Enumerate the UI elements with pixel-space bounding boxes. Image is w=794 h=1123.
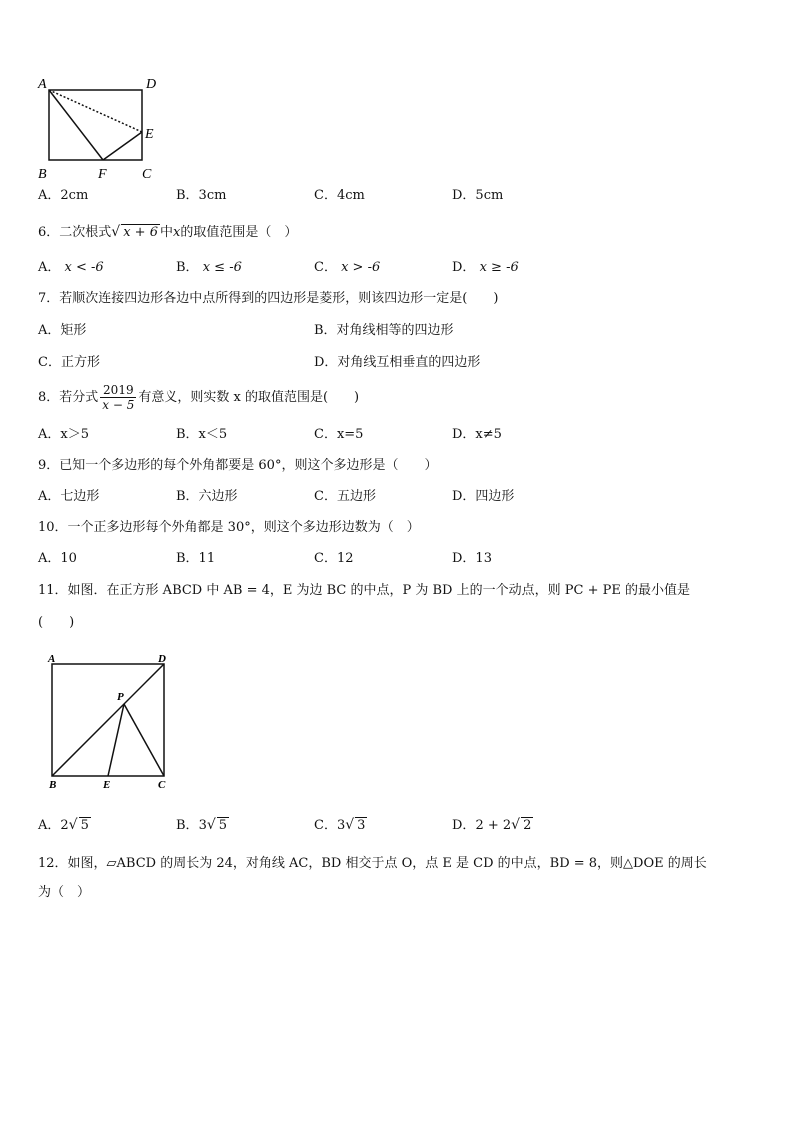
- q5-option-b: B．3cm: [176, 188, 227, 203]
- q11-option-d: D．2 + 2√ 2: [452, 817, 532, 833]
- q8-option-b: B．x＜5: [176, 427, 228, 442]
- q6-radicand: x + 6: [123, 225, 158, 240]
- label-d: D: [158, 653, 166, 665]
- q11-option-a: A．2√ 5: [38, 817, 89, 833]
- q9-option-c: C．五边形: [314, 489, 376, 504]
- segment-af: [49, 90, 103, 160]
- q9-option-a: A．七边形: [38, 489, 100, 504]
- q9-option-b: B．六边形: [176, 489, 238, 504]
- label-d: D: [146, 77, 157, 92]
- q8-fraction: [100, 383, 136, 412]
- q6-middle: 中: [159, 225, 173, 240]
- q10-option-b: B．11: [176, 551, 216, 566]
- q8-numerator: 2019: [100, 383, 136, 398]
- q12-stem-line1: 12．如图，▱ABCD 的周长为 24，对角线 AC，BD 相交于点 O，点 E 是 CD 的中点，BD = 8，则△DOE 的周长: [38, 856, 707, 871]
- label-a: A: [48, 653, 56, 665]
- q5-option-a: A．2cm: [38, 188, 89, 203]
- label-c: C: [158, 779, 166, 791]
- q11-stem-line1: 11．如图．在正方形 ABCD 中 AB = 4，E 为边 BC 的中点，P 为 BD 上的一个动点，则 PC + PE 的最小值是: [38, 583, 690, 598]
- q9-option-d: D．四边形: [452, 489, 515, 504]
- q8-option-c: C．x=5: [314, 427, 364, 442]
- q8-stem: [38, 382, 359, 414]
- q8-prefix: 8．若分式: [38, 390, 99, 405]
- segment-pe: [108, 704, 124, 776]
- label-b: B: [49, 779, 57, 791]
- q7-option-a: A．矩形: [38, 323, 87, 338]
- q6-option-a: A． x < -6: [38, 260, 104, 275]
- q7-option-d: D．对角线互相垂直的四边形: [314, 355, 481, 370]
- label-c: C: [142, 167, 152, 182]
- q6-prefix: 6．二次根式: [38, 225, 112, 240]
- q6-option-d: D． x ≥ -6: [452, 260, 519, 275]
- q10-option-c: C．12: [314, 551, 354, 566]
- label-e: E: [145, 127, 154, 142]
- q10-option-a: A．10: [38, 551, 77, 566]
- q11-option-b: B．3√ 5: [176, 817, 228, 833]
- figure-square-abcd: [40, 648, 180, 794]
- q8-option-d: D．x≠5: [452, 427, 502, 442]
- label-a: A: [38, 77, 47, 92]
- q8-option-a: A．x＞5: [38, 427, 89, 442]
- q11-stem-line2: ( ): [38, 615, 75, 630]
- q9-stem: 9．已知一个多边形的每个外角都要是 60°，则这个多边形是（ ）: [38, 458, 438, 473]
- figure-rectangle-abcd: [34, 74, 164, 184]
- q11-option-c: C．3√ 3: [314, 817, 366, 833]
- label-b: B: [38, 167, 47, 182]
- q12-stem-line2: 为（ ）: [38, 885, 91, 900]
- segment-ae-dotted: [49, 90, 142, 132]
- label-p: P: [117, 691, 124, 703]
- q7-option-b: B．对角线相等的四边形: [314, 323, 454, 338]
- q5-option-d: D．5cm: [452, 188, 504, 203]
- label-e: E: [103, 779, 111, 791]
- diagonal-bd: [52, 664, 164, 776]
- q6-stem: 6．二次根式√ x + 6 中x的取值范围是（ ）: [38, 224, 298, 240]
- q6-var: x: [172, 225, 181, 240]
- q5-option-c: C．4cm: [314, 188, 365, 203]
- q10-option-d: D．13: [452, 551, 492, 566]
- label-f: F: [98, 167, 107, 182]
- q6-option-c: C． x > -6: [314, 260, 381, 275]
- q7-option-c: C．正方形: [38, 355, 100, 370]
- q10-stem: 10．一个正多边形每个外角都是 30°，则这个多边形边数为（ ）: [38, 520, 420, 535]
- q8-denominator: x − 5: [102, 398, 135, 412]
- segment-pc: [124, 704, 164, 776]
- q6-option-b: B． x ≤ -6: [176, 260, 242, 275]
- q7-stem: 7．若顺次连接四边形各边中点所得到的四边形是菱形，则该四边形一定是( ): [38, 291, 499, 306]
- q6-suffix: 的取值范围是（ ）: [180, 225, 298, 240]
- segment-fe: [103, 132, 142, 160]
- q8-suffix: 有意义，则实数 x 的取值范围是( ): [138, 390, 360, 405]
